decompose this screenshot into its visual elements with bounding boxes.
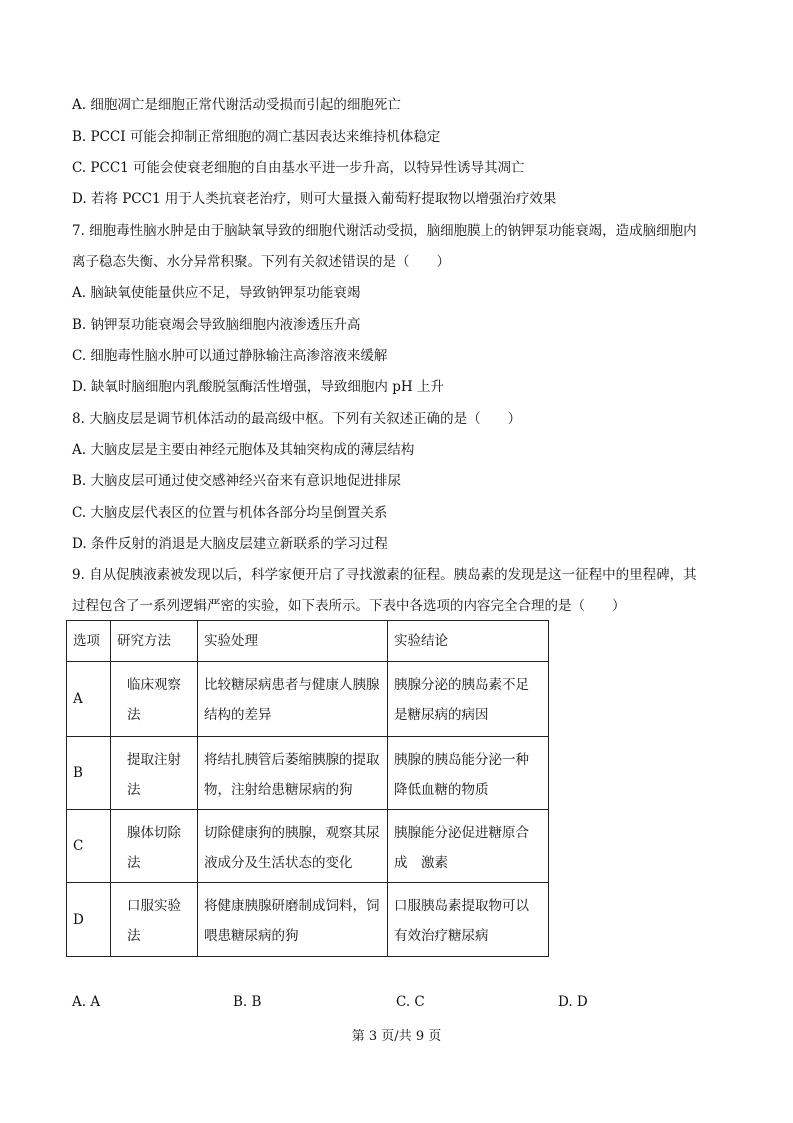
row-method: 提取注射法 — [111, 737, 198, 810]
q8-option-b: B. 大脑皮层可通过使交感神经兴奋来有意识地促进排尿 — [72, 473, 402, 489]
answer-a: A. A — [72, 994, 101, 1010]
answer-d: D. D — [558, 994, 588, 1010]
row-option: A — [67, 662, 111, 737]
q7-option-b: B. 钠钾泵功能衰竭会导致脑细胞内液渗透压升高 — [72, 317, 361, 333]
header-conclusion: 实验结论 — [388, 621, 549, 662]
q9-stem-line2: 过程包含了一系列逻辑严密的实验，如下表所示。下表中各选项的内容完全合理的是（ ） — [72, 598, 626, 614]
row-treatment: 将健康胰腺研磨制成饲料，饲喂患糖尿病的狗 — [198, 883, 388, 957]
table-header-row — [67, 621, 549, 662]
row-conclusion: 口服胰岛素提取物可以有效治疗糖尿病 — [388, 883, 549, 957]
row-option: D — [67, 883, 111, 957]
q7-stem-line1: 7. 细胞毒性脑水肿是由于脑缺氧导致的细胞代谢活动受损，脑细胞膜上的钠钾泵功能衰竭，造成脑细胞内 — [72, 223, 697, 239]
header-treatment: 实验处理 — [198, 621, 388, 662]
q9-answer-choices — [0, 994, 793, 1012]
header-method: 研究方法 — [111, 621, 198, 662]
row-method: 口服实验法 — [111, 883, 198, 957]
row-option: B — [67, 737, 111, 810]
q9-stem-line1: 9. 自从促胰液素被发现以后，科学家便开启了寻找激素的征程。胰岛素的发现是这一征程中的里程碑，其 — [72, 567, 697, 583]
q7-option-a: A. 脑缺氧使能量供应不足，导致钠钾泵功能衰竭 — [72, 285, 361, 301]
q7-option-d: D. 缺氧时脑细胞内乳酸脱氢酶活性增强，导致细胞内 pH 上升 — [72, 379, 444, 395]
row-option: C — [67, 810, 111, 883]
header-option: 选项 — [67, 621, 111, 662]
row-treatment: 将结扎胰管后萎缩胰腺的提取物，注射给患糖尿病的狗 — [198, 737, 388, 810]
table-row — [67, 883, 549, 957]
q6-option-d: D. 若将 PCC1 用于人类抗衰老治疗，则可大量摄入葡萄籽提取物以增强治疗效果 — [72, 191, 557, 207]
q6-option-b: B. PCCI 可能会抑制正常细胞的凋亡基因表达来维持机体稳定 — [72, 129, 441, 145]
row-treatment: 切除健康狗的胰腺，观察其尿液成分及生活状态的变化 — [198, 810, 388, 883]
q6-option-c: C. PCC1 可能会使衰老细胞的自由基水平进一步升高，以特异性诱导其凋亡 — [72, 160, 525, 176]
answer-b: B. B — [233, 994, 262, 1010]
table-row — [67, 662, 549, 737]
q8-option-a: A. 大脑皮层是主要由神经元胞体及其轴突构成的薄层结构 — [72, 442, 415, 458]
row-conclusion: 胰腺的胰岛能分泌一种降低血糖的物质 — [388, 737, 549, 810]
q6-option-a: A. 细胞凋亡是细胞正常代谢活动受损而引起的细胞死亡 — [72, 97, 401, 113]
page-footer: 第 3 页/共 9 页 — [351, 1029, 442, 1044]
q8-option-c: C. 大脑皮层代表区的位置与机体各部分均呈倒置关系 — [72, 505, 388, 521]
q7-stem-line2: 离子稳态失衡、水分异常积聚。下列有关叙述错误的是（ ） — [72, 254, 450, 270]
row-method: 腺体切除法 — [111, 810, 198, 883]
answer-c: C. C — [396, 994, 425, 1010]
q9-table — [66, 620, 549, 957]
row-conclusion: 胰腺分泌的胰岛素不足是糖尿病的病因 — [388, 662, 549, 737]
row-method: 临床观察法 — [111, 662, 198, 737]
q7-option-c: C. 细胞毒性脑水肿可以通过静脉输注高渗溶液来缓解 — [72, 348, 388, 364]
row-treatment: 比较糖尿病患者与健康人胰腺结构的差异 — [198, 662, 388, 737]
table-row — [67, 810, 549, 883]
row-conclusion: 胰腺能分泌促进糖原合成 激素 — [388, 810, 549, 883]
q8-stem: 8. 大脑皮层是调节机体活动的最高级中枢。下列有关叙述正确的是（ ） — [72, 411, 522, 427]
table-row — [67, 737, 549, 810]
q8-option-d: D. 条件反射的消退是大脑皮层建立新联系的学习过程 — [72, 536, 388, 552]
